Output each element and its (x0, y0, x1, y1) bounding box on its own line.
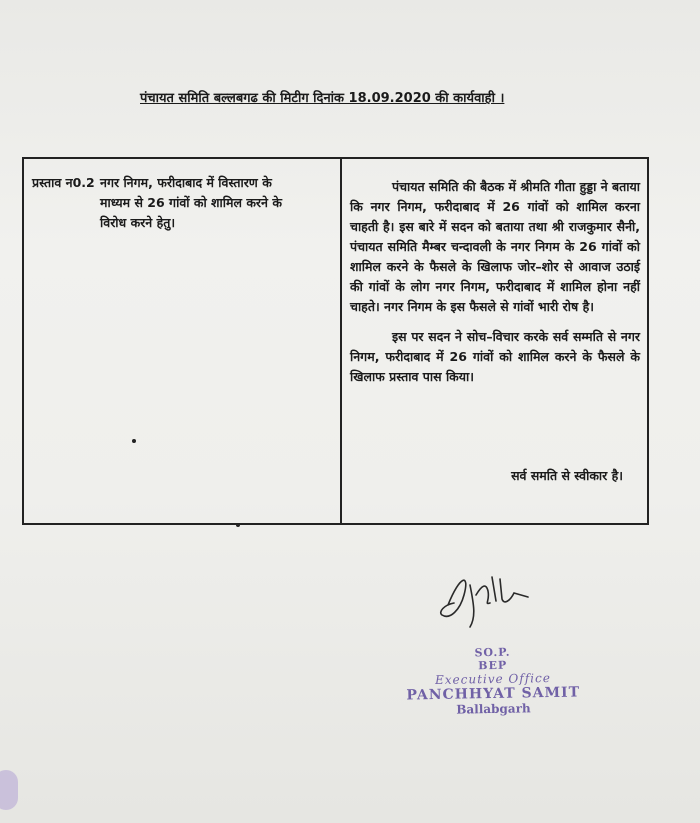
stamp-line-2: Executive Office (434, 670, 551, 688)
approval-text: सर्व समति से स्वीकार है। (511, 468, 623, 483)
stamp-line-1: SO.P. (474, 645, 511, 660)
proceedings-cell (350, 177, 640, 397)
proceedings-paragraph-1: पंचायत समिति की बैठक में श्रीमति गीता हुड्डा ने बताया कि नगर निगम, फरीदाबाद में 26 गांवों को शामिल करना चाहती है। इस बारे में सदन को बताया तथा श्री राजकुमार सैनी, पंचायत समिति मैम्बर चन्दावली के नगर निगम के 26 गांवों को शामिल करने के फैसले के खिलाफ जोर–शोर से आवाज उठाई की गांवों के लोग नगर निगम, फरीदाबाद में शामिल होना नहीं चाहते। नगर निगम के इस फैसले से गांवों भारी रोष है। (350, 179, 640, 314)
proceedings-paragraph-2: इस पर सदन ने सोच–विचार करके सर्व सम्मति से नगर निगम, फरीदाबाद में 26 गांवों को शामिल करने के फैसले के खिलाफ प्रस्ताव पास किया। (350, 329, 640, 384)
signature (430, 565, 540, 635)
stamp-line-3: PANCHHYAT SAMIT (406, 684, 581, 704)
office-stamp (397, 644, 588, 717)
proposal-label: प्रस्ताव न0.2 (32, 175, 95, 190)
stamp-line-1b: BEP (478, 658, 508, 673)
stray-mark (132, 439, 136, 443)
stray-mark (236, 523, 240, 527)
document-title: पंचायत समिति बल्लबगढ की मिटीग दिनांक 18.09.2020 की कार्यवाही । (140, 91, 505, 106)
ink-smudge (0, 770, 18, 810)
proposal-text: नगर निगम, फरीदाबाद में विस्तारण के माध्यम से 26 गांवों को शामिल करने के विरोध करने हेतु। (100, 175, 282, 230)
stamp-line-4: Ballabgarh (456, 701, 531, 717)
proposal-cell (32, 173, 282, 233)
column-divider (340, 159, 342, 523)
proceedings-table (22, 157, 649, 525)
